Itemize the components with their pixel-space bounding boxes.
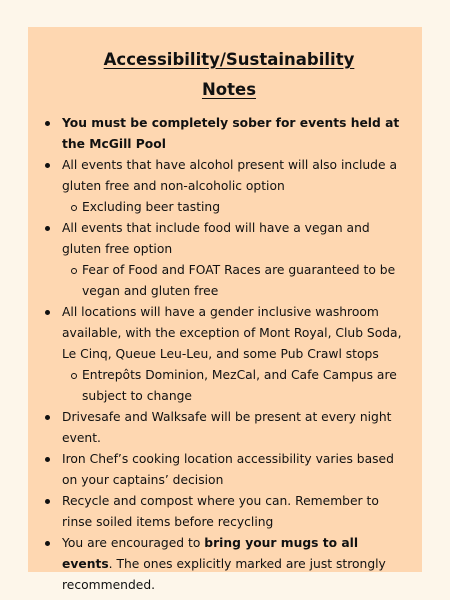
list-item — [58, 491, 408, 533]
list-item-text-before: You are encouraged to — [62, 536, 205, 550]
list-item-text: Iron Chef’s cooking location accessibility varies based on your captains’ decision — [62, 452, 394, 487]
notes-list — [58, 113, 408, 596]
bullet-icon — [45, 541, 50, 546]
sub-list — [62, 260, 408, 302]
list-item — [58, 218, 408, 302]
list-item — [58, 449, 408, 491]
bullet-icon — [45, 457, 50, 462]
list-item-text: All events that include food will have a vegan and gluten free option — [62, 221, 370, 256]
list-item-text: All events that have alcohol present will also include a gluten free and non-alcoholic option — [62, 158, 397, 193]
bullet-icon — [45, 310, 50, 315]
sub-list — [62, 197, 408, 218]
notes-title — [50, 45, 408, 105]
hollow-bullet-icon — [71, 268, 77, 274]
list-item — [58, 302, 408, 407]
list-item-text: You must be completely sober for events held at the McGill Pool — [62, 116, 400, 151]
list-item — [58, 113, 408, 155]
bullet-icon — [45, 415, 50, 420]
list-item — [58, 533, 408, 596]
sub-list-item — [82, 197, 408, 218]
title-line-1: Accessibility/Sustainability — [103, 50, 355, 69]
title-line-2: Notes — [201, 80, 257, 99]
list-item — [58, 407, 408, 449]
list-item-text-bold: bring your mugs to all events — [62, 536, 359, 571]
hollow-bullet-icon — [71, 205, 77, 211]
sub-list-item-text: Entrepôts Dominion, MezCal, and Cafe Campus are subject to change — [82, 368, 397, 403]
sub-list — [62, 365, 408, 407]
list-item-text: Recycle and compost where you can. Remember to rinse soiled items before recycling — [62, 494, 379, 529]
sub-list-item — [82, 260, 408, 302]
list-item — [58, 155, 408, 218]
sub-list-item — [82, 365, 408, 407]
bullet-icon — [45, 163, 50, 168]
list-item-text-after: . The ones explicitly marked are just strongly recommended. — [62, 557, 386, 592]
notes-card — [28, 27, 422, 592]
sub-list-item-text: Excluding beer tasting — [82, 200, 221, 214]
bullet-icon — [45, 121, 50, 126]
hollow-bullet-icon — [71, 373, 77, 379]
list-item-text: Drivesafe and Walksafe will be present at every night event. — [62, 410, 392, 445]
sub-list-item-text: Fear of Food and FOAT Races are guaranteed to be vegan and gluten free — [82, 263, 396, 298]
bullet-icon — [45, 499, 50, 504]
bullet-icon — [45, 226, 50, 231]
list-item-text: All locations will have a gender inclusive washroom available, with the exception of Mont Royal, Club Soda, Le Cinq, Queue Leu-Leu, and some Pub Crawl stops — [62, 305, 402, 361]
